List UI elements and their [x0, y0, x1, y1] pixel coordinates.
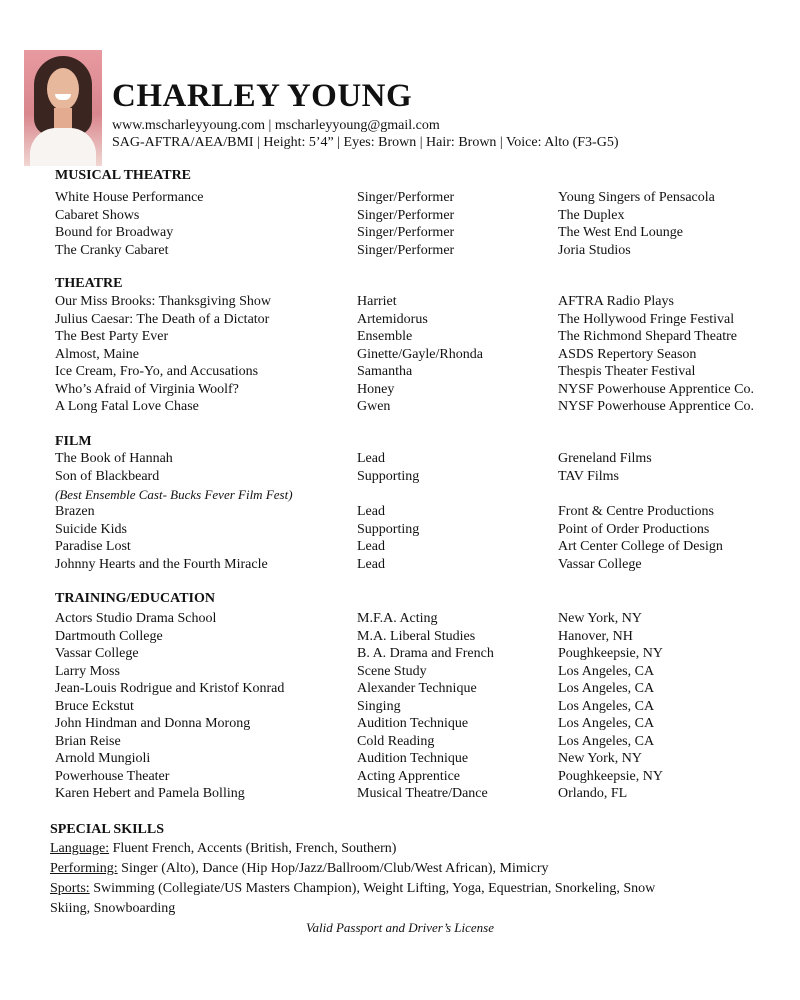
theatre-row — [55, 329, 795, 347]
film-award-note: (Best Ensemble Cast- Bucks Fever Film Fest) — [55, 487, 293, 502]
credit-title: The Book of Hannah — [55, 451, 173, 466]
musical-theatre-title: MUSICAL THEATRE — [55, 168, 192, 183]
credit-venue: Los Angeles, CA — [558, 733, 655, 749]
credit-venue: Los Angeles, CA — [558, 716, 655, 731]
credit-venue: NYSF Powerhouse Apprentice Co. — [558, 399, 754, 414]
credit-role: Supporting — [357, 469, 420, 484]
training-row — [55, 716, 795, 734]
credit-title: John Hindman and Donna Morong — [55, 716, 251, 731]
credit-title: Suicide Kids — [55, 521, 127, 537]
credit-role: Supporting — [357, 521, 420, 537]
credit-venue: The Richmond Shepard Theatre — [558, 329, 737, 344]
credit-title: Ice Cream, Fro-Yo, and Accusations — [55, 364, 259, 379]
credit-title: Cabaret Shows — [55, 207, 140, 223]
credit-role: Lead — [357, 504, 385, 519]
credit-title: Arnold Mungioli — [55, 751, 151, 766]
credit-venue: AFTRA Radio Plays — [558, 294, 674, 309]
credit-title: Our Miss Brooks: Thanksgiving Show — [55, 294, 271, 309]
credit-title: Larry Moss — [55, 663, 120, 679]
credit-venue: Point of Order Productions — [558, 521, 710, 537]
credit-role: Singer/Performer — [357, 207, 455, 223]
credit-role: Audition Technique — [357, 716, 469, 731]
credit-title: Brazen — [55, 504, 95, 519]
credit-role: Alexander Technique — [357, 681, 477, 696]
credit-venue: Front & Centre Productions — [558, 504, 714, 519]
credit-role: Ginette/Gayle/Rhonda — [357, 346, 483, 362]
credit-title: Vassar College — [55, 646, 139, 661]
credit-title: Bruce Eckstut — [55, 698, 134, 714]
credit-role: Singer/Performer — [357, 242, 455, 258]
skill-performing — [50, 861, 548, 877]
credit-role: M.A. Liberal Studies — [357, 628, 476, 644]
credit-venue: Los Angeles, CA — [558, 681, 655, 696]
credit-venue: Orlando, FL — [558, 786, 628, 801]
footer-note: Valid Passport and Driver’s License — [305, 920, 495, 935]
theatre-row — [55, 312, 795, 330]
credit-venue: Young Singers of Pensacola — [558, 190, 715, 205]
musical-theatre-row — [55, 225, 795, 243]
credit-title: The Cranky Cabaret — [55, 242, 169, 258]
theatre-title: THEATRE — [55, 276, 123, 291]
film-row — [55, 522, 795, 540]
skill-language-text: Fluent French, Accents (British, French, Southern) — [109, 841, 397, 856]
credit-title: Brian Reise — [55, 733, 121, 749]
training-title: TRAINING/EDUCATION — [55, 591, 215, 606]
credit-title: Almost, Maine — [55, 346, 139, 362]
musical-theatre-row — [55, 208, 795, 226]
credit-role: Samantha — [357, 364, 413, 379]
training-row — [55, 646, 795, 664]
credit-title: The Best Party Ever — [55, 329, 169, 344]
credit-title: Jean-Louis Rodrigue and Kristof Konrad — [55, 681, 285, 696]
credit-venue: The Hollywood Fringe Festival — [558, 311, 735, 327]
credit-venue: ASDS Repertory Season — [558, 346, 697, 362]
credit-venue: The West End Lounge — [558, 225, 683, 240]
training-row — [55, 734, 795, 752]
credit-venue: Hanover, NH — [558, 628, 633, 644]
training-row — [55, 769, 795, 787]
credit-role: Lead — [357, 539, 385, 554]
skill-language-label: Language: — [50, 841, 110, 856]
skill-language — [50, 841, 396, 857]
theatre-row — [55, 294, 795, 312]
credit-role: Honey — [357, 381, 395, 397]
credit-role: Singer/Performer — [357, 190, 455, 205]
credit-role: Cold Reading — [357, 733, 435, 749]
special-skills-title: SPECIAL SKILLS — [50, 822, 164, 837]
credit-venue: Greneland Films — [558, 451, 652, 466]
theatre-row — [55, 347, 795, 365]
credit-role: Audition Technique — [357, 751, 469, 766]
credit-title: Actors Studio Drama School — [55, 611, 217, 626]
training-row — [55, 664, 795, 682]
credit-role: Ensemble — [357, 329, 413, 344]
credit-venue: Los Angeles, CA — [558, 698, 655, 714]
film-title: FILM — [55, 434, 92, 449]
training-row — [55, 699, 795, 717]
credit-title: Who’s Afraid of Virginia Woolf? — [55, 381, 239, 397]
resume-name: CHARLEY YOUNG — [112, 78, 413, 114]
film-row — [55, 469, 795, 487]
credit-venue: Los Angeles, CA — [558, 663, 655, 679]
credit-title: A Long Fatal Love Chase — [55, 399, 199, 414]
credit-role: Harriet — [357, 294, 397, 309]
credit-role: Singer/Performer — [357, 225, 455, 240]
credit-venue: New York, NY — [558, 751, 643, 766]
credit-role: Gwen — [357, 399, 391, 414]
credit-venue: New York, NY — [558, 611, 643, 626]
contact-info: www.mscharleyyoung.com | mscharleyyoung@gmail.com — [112, 118, 440, 133]
credit-venue: Vassar College — [558, 556, 642, 572]
credit-title: Bound for Broadway — [55, 225, 174, 240]
credit-venue: Joria Studios — [558, 242, 631, 258]
credit-role: M.F.A. Acting — [357, 611, 438, 626]
skill-performing-text: Singer (Alto), Dance (Hip Hop/Jazz/Ballroom/Club/West African), Mimicry — [117, 861, 549, 876]
training-row — [55, 681, 795, 699]
credit-title: Paradise Lost — [55, 539, 131, 554]
headshot-photo — [24, 50, 102, 166]
film-row — [55, 557, 795, 575]
credit-role: Lead — [357, 556, 385, 572]
credit-title: Karen Hebert and Pamela Bolling — [55, 786, 245, 801]
credit-title: Son of Blackbeard — [55, 469, 160, 484]
theatre-row — [55, 382, 795, 400]
credit-title: Dartmouth College — [55, 628, 163, 644]
credit-role: B. A. Drama and French — [357, 646, 494, 661]
skill-sports — [50, 881, 655, 897]
credit-role: Scene Study — [357, 663, 427, 679]
credit-role: Lead — [357, 451, 385, 466]
credit-venue: Poughkeepsie, NY — [558, 768, 663, 784]
musical-theatre-row — [55, 243, 795, 261]
film-row — [55, 451, 795, 469]
theatre-row — [55, 399, 795, 417]
skill-performing-label: Performing: — [50, 861, 118, 876]
film-row — [55, 504, 795, 522]
musical-theatre-row — [55, 190, 795, 208]
credit-venue: TAV Films — [558, 469, 619, 484]
credit-title: White House Performance — [55, 190, 204, 205]
credit-venue: Thespis Theater Festival — [558, 364, 696, 379]
credit-venue: Art Center College of Design — [558, 539, 723, 554]
theatre-row — [55, 364, 795, 382]
credit-role: Acting Apprentice — [357, 768, 461, 784]
training-row — [55, 629, 795, 647]
credit-title: Julius Caesar: The Death of a Dictator — [55, 311, 270, 327]
skill-sports-label: Sports: — [50, 881, 90, 896]
credit-venue: The Duplex — [558, 207, 625, 223]
credit-role: Musical Theatre/Dance — [357, 786, 488, 801]
credit-venue: Poughkeepsie, NY — [558, 646, 663, 661]
training-row — [55, 786, 795, 804]
credit-role: Artemidorus — [357, 311, 428, 327]
film-row — [55, 539, 795, 557]
training-row — [55, 611, 795, 629]
skill-sports-continued: Skiing, Snowboarding — [50, 901, 176, 916]
credit-role: Singing — [357, 698, 401, 714]
credit-title: Powerhouse Theater — [55, 768, 170, 784]
training-row — [55, 751, 795, 769]
skill-sports-text: Swimming (Collegiate/US Masters Champion), Weight Lifting, Yoga, Equestrian, Snorkeling, Snow — [89, 881, 656, 896]
credit-venue: NYSF Powerhouse Apprentice Co. — [558, 381, 754, 397]
credit-title: Johnny Hearts and the Fourth Miracle — [55, 556, 268, 572]
union-stats: SAG-AFTRA/AEA/BMI | Height: 5’4” | Eyes: Brown | Hair: Brown | Voice: Alto (F3-G5) — [112, 135, 619, 150]
